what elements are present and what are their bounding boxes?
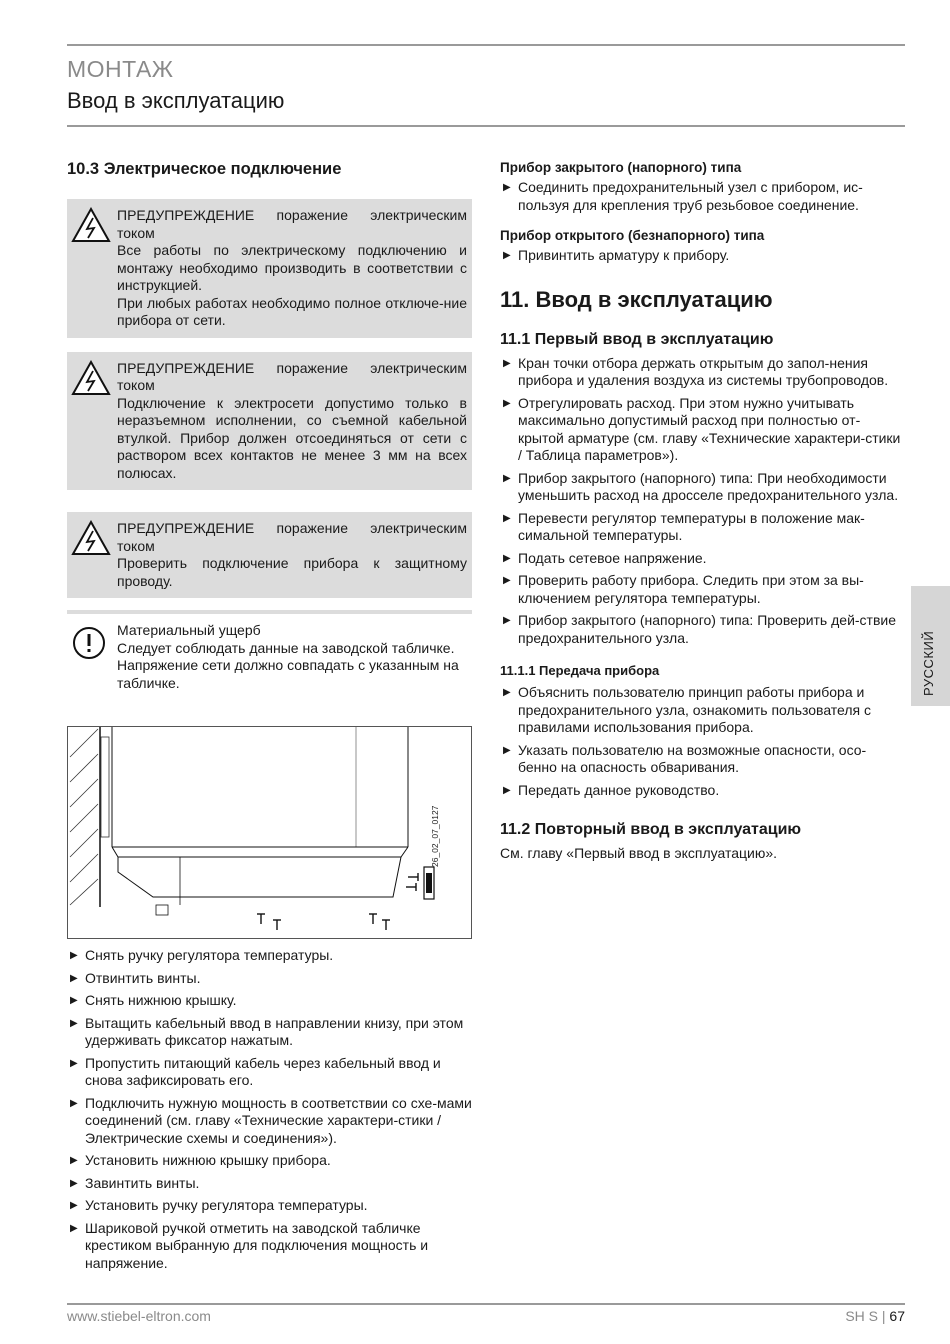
list-item: ▶ Проверить работу прибора. Следить при этом за вы-ключением регулятора температуры. [500,572,905,607]
warning-box [67,350,472,491]
warning-text: Все работы по электрическому подключению и монтажу необходимо производить в соответствии с инструкцией. [117,242,467,293]
list-item: ▶ Указать пользователю на возможные опасности, осо-бенно на опасность обваривания. [500,742,905,777]
notice-box [67,610,472,698]
warning-text: Проверить подключение прибора к защитному проводу. [117,555,467,589]
closed-type-steps [500,179,905,214]
list-item: ▶ Подать сетевое напряжение. [500,550,905,568]
footer-model: SH S [845,1308,878,1324]
warning-title: ПРЕДУПРЕЖДЕНИЕ поражение электрическим током [117,520,467,554]
warning-box [67,510,472,598]
section-heading-10-3: 10.3 Электрическое подключение [67,160,342,178]
list-item: ▶ Перевести регулятор температуры в положение мак-симальной температуры. [500,510,905,545]
list-item: ▶ Прибор закрытого (напорного) типа: При необходимости уменьшить расход на дросселе предохранительного узла. [500,470,905,505]
list-item: ▶ Привинтить арматуру к прибору. [500,247,905,265]
list-item: ▶ Передать данное руководство. [500,782,905,800]
footer-url: www.stiebel-eltron.com [67,1308,211,1324]
list-item: ▶ Объяснить пользователю принцип работы прибора и предохранительного узла, ознакомить пользователя с правилами использования прибора. [500,684,905,737]
page-title: Ввод в эксплуатацию [67,88,285,113]
figure-code: 26_02_07_0127 [430,805,440,867]
list-item: ▶ Соединить предохранительный узел с прибором, ис-пользуя для крепления труб резьбовое соединение. [500,179,905,214]
warning-title: ПРЕДУПРЕЖДЕНИЕ поражение электрическим током [117,359,467,393]
list-item: ▶ Подключить нужную мощность в соответствии со схе-мами соединений (см. главу «Технические характери-стики / Электрические схемы и соединения»). [67,1095,472,1148]
warning-box [67,197,472,338]
notice-title: Материальный ущерб [117,622,261,638]
list-item: ▶ Отрегулировать расход. При этом нужно учитывать максимально допустимый расход при полностью от-крытой арматуре (см. главу «Технические характери-стики / Таблица параметров»). [500,395,905,465]
footer-page: SH S | 67 [845,1308,905,1324]
section-label: МОНТАЖ [67,56,174,82]
list-item: ▶ Вытащить кабельный ввод в направлении книзу, при этом удерживать фиксатор нажатым. [67,1015,472,1050]
header-top-rule [67,44,905,46]
right-column [500,160,905,863]
open-type-steps [500,247,905,265]
warning-text: Подключение к электросети допустимо только в неразъемном исполнении, со съемной кабельной втулкой. Прибор должен отсоединяться от сети с раствором всех контактов не менее 3 мм на всех полюсах. [117,394,467,481]
list-item: ▶ Снять нижнюю крышку. [67,992,472,1010]
list-item: ▶ Шариковой ручкой отметить на заводской табличке крестиком выбранную для подключения мощность и напряжение. [67,1220,472,1273]
notice-text: Следует соблюдать данные на заводской табличке. Напряжение сети должно совпадать с указанным на табличке. [117,639,459,691]
section-heading-11-1: 11.1 Первый ввод в эксплуатацию [500,330,774,348]
section-heading-11-1-1: 11.1.1 Передача прибора [500,663,660,678]
warning-text: При любых работах необходимо полное отключе-ние прибора от сети. [117,294,467,328]
electric-warning-icon [71,360,111,396]
footer-rule [67,1303,905,1305]
list-item: ▶ Отвинтить винты. [67,970,472,988]
list-item: ▶ Пропустить питающий кабель через кабельный ввод и снова зафиксировать его. [67,1055,472,1090]
electric-warning-icon [71,520,111,556]
list-item: ▶ Кран точки отбора держать открытым до запол-нения прибора и удаления воздуха из системы трубопроводов. [500,355,905,390]
header-bottom-rule [67,125,905,127]
list-item: ▶ Снять ручку регулятора температуры. [67,947,472,965]
language-label: РУССКИЙ [921,630,936,696]
page-number: 67 [889,1308,905,1324]
installation-figure [67,726,472,939]
closed-type-heading: Прибор закрытого (напорного) типа [500,160,742,175]
list-item: ▶ Прибор закрытого (напорного) типа: Проверить дей-ствие предохранительного узла. [500,612,905,647]
language-tab [911,586,950,706]
warning-title: ПРЕДУПРЕЖДЕНИЕ поражение электрическим током [117,207,467,241]
list-item: ▶ Установить ручку регулятора температуры. [67,1197,472,1215]
open-type-heading: Прибор открытого (безнапорного) типа [500,228,765,243]
steps-list [500,684,905,799]
appliance-drawing [68,727,471,938]
exclamation-icon [72,626,106,660]
list-item: ▶ Установить нижнюю крышку прибора. [67,1152,472,1170]
steps-list [500,355,905,648]
electric-warning-icon [71,207,111,243]
section-text: См. главу «Первый ввод в эксплуатацию». [500,845,778,861]
section-heading-11-2: 11.2 Повторный ввод в эксплуатацию [500,821,802,838]
chapter-heading: 11. Ввод в эксплуатацию [500,286,773,312]
list-item: ▶ Завинтить винты. [67,1175,472,1193]
left-column [67,160,472,1277]
steps-list [67,947,472,1272]
